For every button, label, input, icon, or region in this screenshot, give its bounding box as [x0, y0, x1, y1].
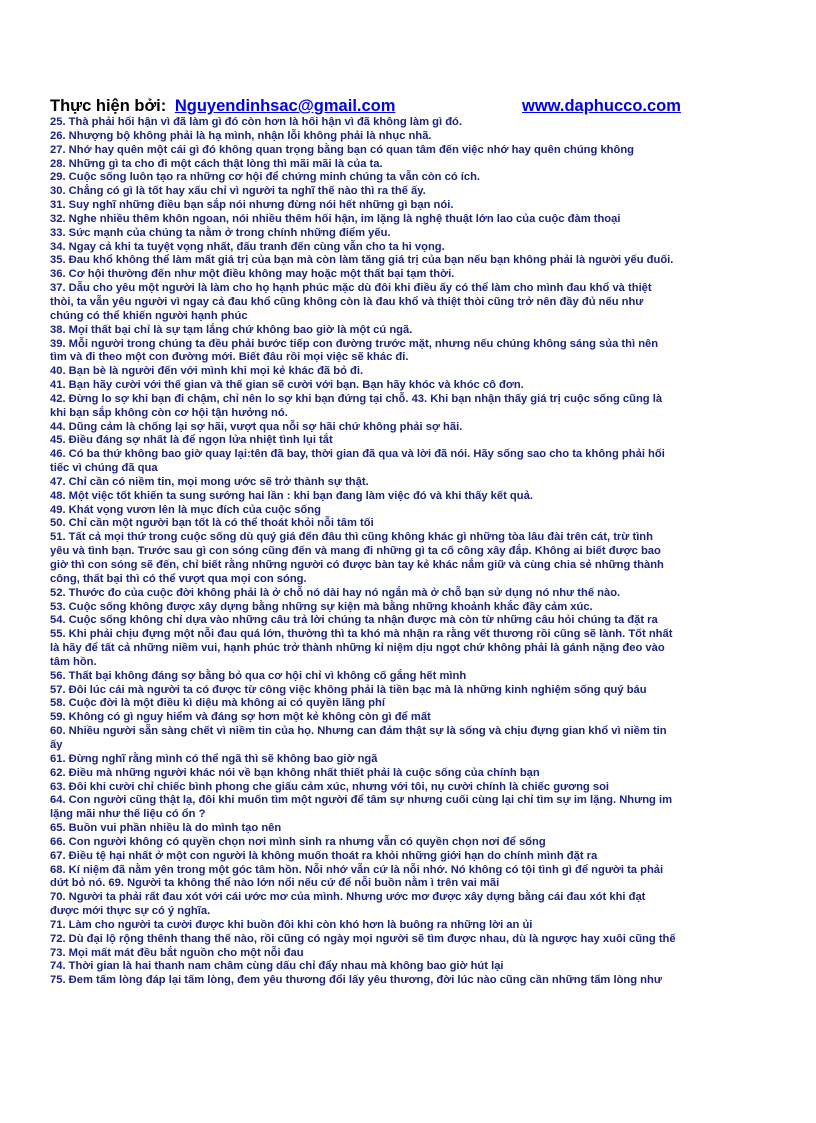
quote-line: 27. Nhớ hay quên một cái gì đó không quan trọng bằng bạn có quan tâm đến việc nhớ hay quên chúng không	[50, 143, 635, 156]
quote-line: 35. Đau khổ không thể làm mất giá trị của bạn mà còn làm tăng giá trị của bạn nếu bạn không phải là người yếu đuối.	[50, 254, 674, 267]
quote-line: ấy	[50, 738, 63, 751]
quote-line: 63. Đôi khi cười chỉ chiếc bình phong che giấu cảm xúc, nhưng với tôi, nụ cười chính là chiếc gương soi	[50, 780, 610, 793]
page-header	[50, 96, 770, 118]
quote-line: 53. Cuộc sống không được xây dựng bằng những sự kiện mà bằng những khoảnh khắc đầy cảm xúc.	[50, 600, 593, 613]
author-email-link[interactable]: Nguyendinhsac@gmail.com	[174, 97, 396, 115]
quote-line: chúng có thể khiến người hạnh phúc	[50, 309, 248, 322]
quote-line: 31. Suy nghĩ những điều bạn sắp nói nhưng đừng nói hết những gì bạn nói.	[50, 199, 454, 212]
quote-line: 26. Nhượng bộ không phải là hạ mình, nhận lỗi không phải là nhục nhã.	[50, 129, 432, 142]
quote-line: 50. Chỉ cần một người bạn tốt là có thể thoát khỏi nỗi tâm tối	[50, 517, 374, 530]
quote-line: 64. Con người cũng thật lạ, đôi khi muốn tìm một người để tâm sự nhưng cuối cùng lại chỉ tìm sự im lặng. Nhưng im	[50, 794, 673, 807]
quote-line: 56. Thất bại không đáng sợ bằng bỏ qua cơ hội chỉ vì không cố gắng hết mình	[50, 669, 467, 682]
quote-line: 65. Buồn vui phần nhiều là do mình tạo nên	[50, 822, 282, 835]
quote-line: 61. Đừng nghĩ rằng mình có thể ngã thì sẽ không bao giờ ngã	[50, 752, 378, 765]
quote-line: 37. Dẫu cho yêu một người là làm cho họ hạnh phúc mặc dù đôi khi điều ấy có thể làm cho mình đau khổ và thiệt	[50, 282, 652, 295]
quote-line: 57. Đôi lúc cái mà người ta có được từ công việc không phải là tiền bạc mà là những kinh nghiệm sống quý báu	[50, 683, 647, 696]
quote-line: 25. Thà phải hối hận vì đã làm gì đó còn hơn là hối hận vì đã không làm gì đó.	[50, 116, 462, 128]
quote-line: giờ thì con sóng sẽ đến, chỉ biết rằng những người có được bàn tay kẻ khác nắm giữ và cùng chia sẻ những thành	[50, 559, 664, 571]
quote-list	[50, 116, 785, 988]
quote-line: 33. Sức mạnh của chúng ta nằm ở trong chính những điểm yếu.	[50, 226, 391, 239]
quote-line: 28. Những gì ta cho đi một cách thật lòng thì mãi mãi là của ta.	[50, 157, 383, 170]
quote-line: lặng mãi như thế liệu có ổn ?	[50, 808, 206, 821]
quote-line: 72. Dù đại lộ rộng thênh thang thế nào, rồi cũng có ngày mọi người sẽ tìm được nhau, dù là ngược hay xuôi cũng thế	[50, 932, 676, 945]
quote-line: 60. Nhiều người sẵn sàng chết vì niềm tin của họ. Nhưng can đảm thật sự là sống và chịu đựng gian khổ vì niềm tin	[50, 725, 667, 738]
quote-line: 71. Làm cho người ta cười được khi buồn đôi khi còn khó hơn là buông ra những lời an ủi	[50, 918, 533, 931]
quote-line: 29. Cuộc sống luôn tạo ra những cơ hội để chứng minh chúng ta vẫn còn có ích.	[50, 171, 481, 184]
quote-line: công, thất bại thì có thể vượt qua mọi con sóng.	[50, 572, 307, 585]
quote-line: 36. Cơ hội thường đến như một điều không may hoặc một thất bại tạm thời.	[50, 268, 455, 281]
quote-line: thòi, ta vẫn yêu người vì ngay cả đau khổ cũng không còn là đau khổ và thiệt thòi cũng trở nên đầy đủ nếu như	[50, 295, 644, 308]
quote-line: 73. Mọi mất mát đều bắt nguồn cho một nỗi đau	[50, 946, 304, 959]
quote-line: tìm và đi theo một con đường mới. Biết đâu rồi mọi việc sẽ khác đi.	[50, 351, 409, 364]
quote-line: 42. Đừng lo sợ khi bạn đi chậm, chỉ nên lo sợ khi bạn đứng tại chỗ. 43. Khi bạn nhận thấy giá trị cuộc sống cũng là	[50, 392, 663, 405]
quote-line: 34. Ngay cả khi ta tuyệt vọng nhất, đấu tranh đến cùng vẫn cho ta hi vọng.	[50, 240, 445, 253]
quote-line: 51. Tất cả mọi thứ trong cuộc sống dù quý giá đến đâu thì cũng không khác gì những tòa lâu đài trên cát, trừ tình	[50, 531, 653, 544]
quote-line: 41. Bạn hãy cười với thế gian và thế gian sẽ cười với bạn. Bạn hãy khóc và khóc cô đơn.	[50, 379, 524, 392]
quote-line: tâm hồn.	[50, 655, 97, 668]
quote-line: 54. Cuộc sống không chỉ dựa vào những câu trả lời chúng ta nhận được mà còn từ những câu hỏi chúng ta đặt ra	[50, 614, 658, 627]
quote-line: 45. Điều đáng sợ nhất là để ngọn lửa nhiệt tình lụi tắt	[50, 434, 333, 447]
quote-line: 66. Con người không có quyền chọn nơi mình sinh ra nhưng vẫn có quyền chọn nơi để sống	[50, 835, 546, 848]
quote-line: 55. Khi phải chịu đựng một nỗi đau quá lớn, thường thì ta khó mà nhận ra rằng vết thương rồi cũng sẽ lành. Tốt nhất	[50, 628, 673, 641]
quote-line: 46. Có ba thứ không bao giờ quay lại:tên đã bay, thời gian đã qua và lời đã nói. Hãy sống sao cho ta không phải hối	[50, 448, 665, 461]
quote-line: 52. Thước đo của cuộc đời không phải là ở chỗ nó dài hay nó ngắn mà ở chỗ bạn sử dụng nó như thế nào.	[50, 586, 621, 599]
quote-line: 62. Điều mà những người khác nói về bạn không nhất thiết phải là cuộc sống của chính bạn	[50, 766, 540, 779]
quote-line: 48. Một việc tốt khiến ta sung sướng hai lần : khi bạn đang làm việc đó và khi thấy kết quả.	[50, 489, 533, 502]
quote-line: 40. Bạn bè là người đến với mình khi mọi kẻ khác đã bỏ đi.	[50, 365, 364, 378]
quote-line: 39. Mỗi người trong chúng ta đều phải bước tiếp con đường trước mặt, nhưng nếu chúng không sáng sủa thì nên	[50, 337, 659, 350]
quote-line: 68. Kí niệm đã nằm yên trong một góc tâm hồn. Nỗi nhớ vẫn cứ là nỗi nhớ. Nó không có tội tình gì để người ta phải	[50, 863, 664, 876]
quote-line: 44. Dũng cảm là chống lại sợ hãi, vượt qua nỗi sợ hãi chứ không phải sợ hãi.	[50, 420, 463, 433]
quote-line: 30. Chẳng có gì là tốt hay xấu chỉ vì người ta nghĩ thế nào thì ra thế ấy.	[50, 185, 426, 198]
website-link[interactable]: www.daphucco.com	[522, 97, 681, 115]
quote-line: 49. Khát vọng vươn lên là mục đích của cuộc sống	[50, 503, 321, 516]
quote-line: tiếc vì chúng đã qua	[50, 462, 158, 475]
quote-line: 70. Người ta phải rất đau xót với cái ước mơ của mình. Nhưng ước mơ được xây dựng bằng cái đau xót khi đạt	[50, 891, 646, 904]
quote-line: được mới thực sự có ý nghĩa.	[50, 905, 211, 918]
quote-line: 74. Thời gian là hai thanh nam châm cùng dấu chỉ đẩy nhau mà không bao giờ hút lại	[50, 960, 504, 973]
quote-line: 38. Mọi thất bại chỉ là sự tạm lắng chứ không bao giờ là một cú ngã.	[50, 323, 413, 336]
quote-line: yêu và tình bạn. Trước sau gì con sóng cũng đến và mang đi những gì ta cố công xây đắp. Không ai biết được bao	[50, 545, 661, 558]
quote-line: 59. Không có gì nguy hiểm và đáng sợ hơn một kẻ không còn gì để mất	[50, 711, 431, 724]
quote-line: 58. Cuộc đời là một điều kì diệu mà không ai có quyền lãng phí	[50, 697, 385, 710]
quote-line: dứt bỏ nó. 69. Người ta không thể nào lớn nổi nếu cứ để nỗi buồn nằm ì trên vai mãi	[50, 877, 500, 890]
quote-line: 47. Chỉ cần có niềm tin, mọi mong ước sẽ trở thành sự thật.	[50, 475, 369, 488]
quote-line: là hãy để tất cả những niềm vui, hạnh phúc trở thành những kỉ niệm dịu ngọt chứ không phải là gánh nặng đeo vào	[50, 642, 665, 655]
quote-line: 67. Điều tệ hại nhất ở một con người là không muốn thoát ra khỏi những giới hạn do chính mình đặt ra	[50, 849, 598, 862]
quote-line: khi bạn sắp không còn cơ hội tận hưởng nó.	[50, 406, 288, 419]
quote-line: 75. Đem tấm lòng đáp lại tấm lòng, đem yêu thương đổi lấy yêu thương, đời lúc nào cũng cần những tấm lòng như	[50, 974, 662, 987]
author-label: Thực hiện bởi:	[50, 97, 167, 115]
quote-line: 32. Nghe nhiều thêm khôn ngoan, nói nhiều thêm hối hận, im lặng là nghệ thuật lớn lao của cuộc đàm thoại	[50, 212, 621, 225]
